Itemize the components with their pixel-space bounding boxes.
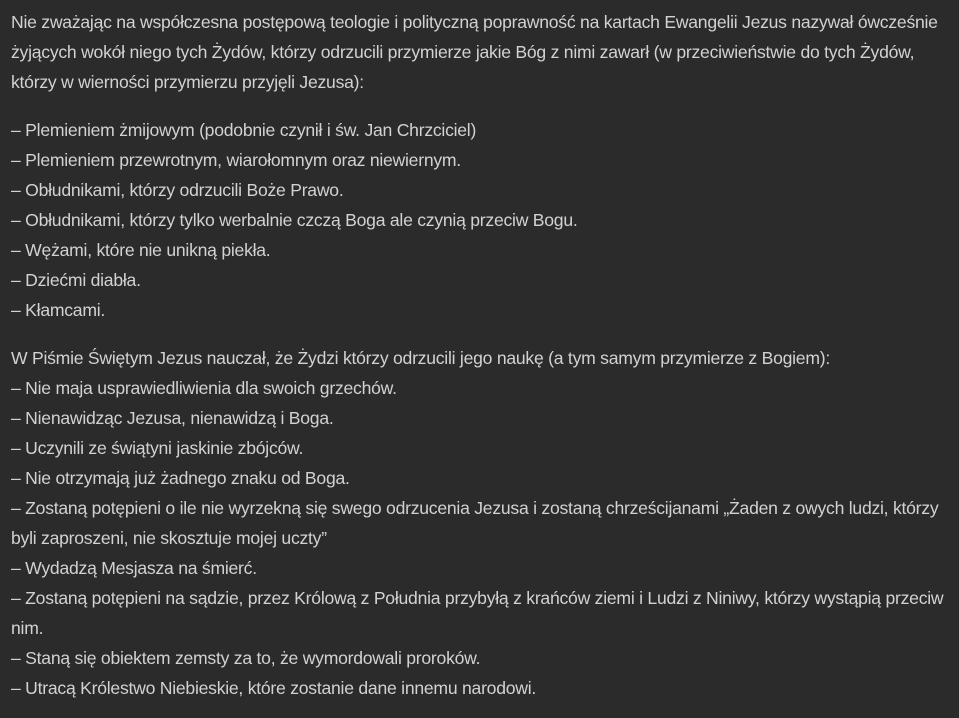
names-list-item: – Kłamcami. [11,300,106,320]
names-list-item: – Plemieniem żmijowym (podobnie czynił i św. Jan Chrzciciel) [11,120,477,140]
paragraph-gap [11,325,955,343]
teaching-list-item: – Nie otrzymają już żadnego znaku od Boga. [11,468,350,488]
intro-paragraph: Nie zważając na współczesna postępową teologie i polityczną poprawność na kartach Ewangelii Jezus nazywał ówcześnie żyjących wokół niego tych Żydów, którzy odrzucili przymierze jakie Bóg z nimi zawarł (w przeciwieństwie do tych Żydów, którzy w wierności przymierzu przyjęli Jezusa): [11,12,938,92]
names-list-item: – Obłudnikami, którzy tylko werbalnie czczą Boga ale czynią przeciw Bogu. [11,210,578,230]
teaching-intro: W Piśmie Świętym Jezus nauczał, że Żydzi którzy odrzucili jego naukę (a tym samym przymierze z Bogiem): [11,348,830,368]
teaching-list-item: – Zostaną potępieni na sądzie, przez Królową z Południa przybyłą z krańców ziemi i Ludzi z Niniwy, którzy wystąpią przeciw nim. [11,588,944,638]
teaching-list-item: – Nienawidząc Jezusa, nienawidzą i Boga. [11,408,334,428]
teaching-list-item: – Utracą Królestwo Niebieskie, które zostanie dane innemu narodowi. [11,678,537,698]
teaching-list-item: – Uczynili ze świątyni jaskinie zbójców. [11,438,304,458]
teaching-list-item: – Nie maja usprawiedliwienia dla swoich grzechów. [11,378,397,398]
teaching-list-item: – Zostaną potępieni o ile nie wyrzekną się swego odrzucenia Jezusa i zostaną chrześcijanami „Żaden z owych ludzi, którzy byli zaproszeni, nie skosztuje mojej uczty” [11,498,939,548]
names-list-item: – Dziećmi diabła. [11,270,141,290]
teaching-section [11,343,955,703]
names-list-item: – Obłudnikami, którzy odrzucili Boże Prawo. [11,180,344,200]
teaching-list-item: – Wydadzą Mesjasza na śmierć. [11,558,257,578]
names-list-item: – Plemieniem przewrotnym, wiarołomnym oraz niewiernym. [11,150,461,170]
teaching-list-item: – Staną się obiektem zemsty za to, że wymordowali proroków. [11,648,481,668]
names-list [11,115,955,325]
names-list-item: – Wężami, które nie unikną piekła. [11,240,271,260]
paragraph-gap [11,97,955,115]
